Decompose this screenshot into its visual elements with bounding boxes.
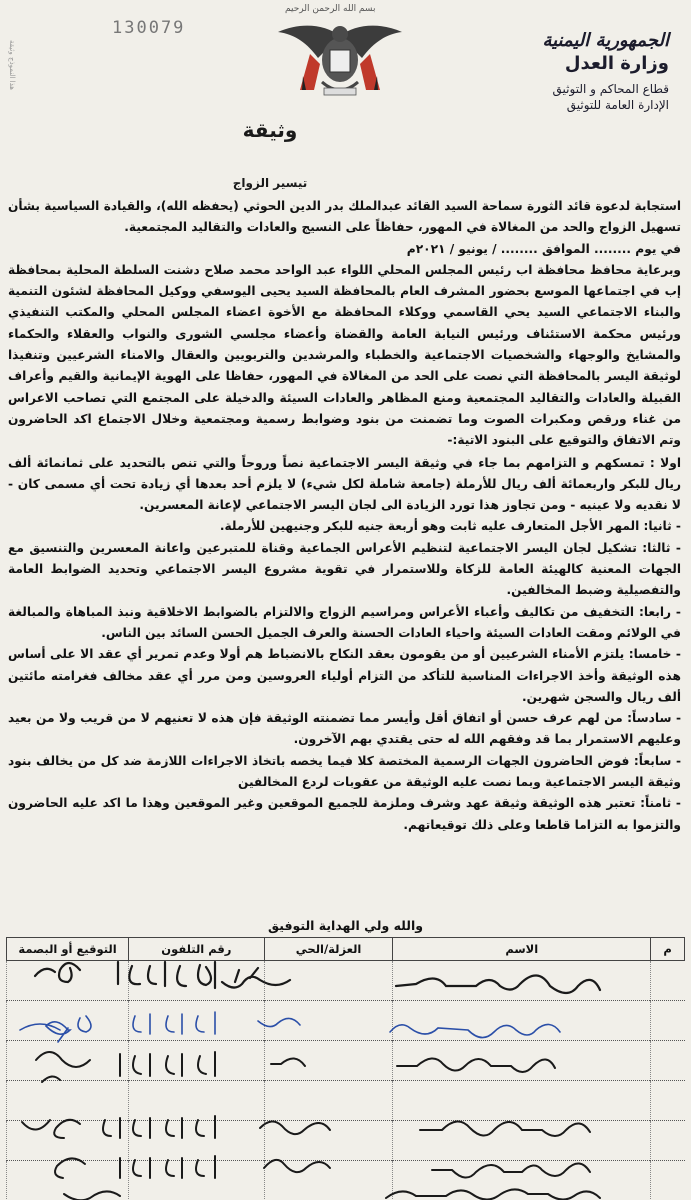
table-cell	[651, 1121, 685, 1161]
sector-name: قطاع المحاكم و التوثيق	[552, 82, 669, 96]
subject-title: تيسير الزواج	[232, 176, 308, 190]
column-header-number: م	[651, 938, 685, 961]
serial-number: 130079	[112, 18, 186, 38]
signature-section	[6, 918, 685, 1200]
margin-note: هذا النموذج وثيقة	[8, 40, 16, 90]
table-cell	[393, 1081, 651, 1121]
table-cell	[264, 1041, 393, 1081]
table-cell	[7, 1161, 129, 1200]
table-cell	[651, 1001, 685, 1041]
attendance-paragraph: وبرعاية محافظ محافظة اب رئيس المجلس المحلي اللواء عبد الواحد محمد صلاح دشنت السلطة المحلية بمحافظة إب في اجتماعها الموسع بحضور المشرف العام بالمحافظة السيد يحيى اليوسفي ووكيل المحافظة لشئون التنمية والبناء الاجتماعي السيد يحي القاسمي ووكلاء المحافظة مع الأخوة اعضاء المجلس المحلي والمكتب التنفيذي ورئيس محكمة الاستئناف ورئيس النيابة العامة والقضاة وأعضاء مجلسي الشورى والنواب والعقلاء والحكماء والمشايخ والوجهاء والشخصيات الاجتماعية والخطباء والمرشدين والتربويين والعقال والامناء الشرعيين وتنفيذا لوثيقة اليسر بالمحافظة التي نصت على الحد من المغالاة في المهور، حفاظا على الهوية الإيمانية والقيم وأعراف القبيلة والعادات والتقاليد المجتمعية ومنع المظاهر والعادات السيئة والدخيلة على المجتمع التي تصاحب الاعراس من غناء ورقص ومكبرات الصوت وما تضمنت من بنود وضوابط رسمية ومجتمعية وخلال الاجتماع اكد الحاضرون وتم الاتفاق والتوقيع على البنود الاتية:-	[8, 262, 681, 448]
date-line: في يوم ........ الموافق ........ / يونيو / ٢٠٢١م	[406, 241, 681, 256]
country-name: الجمهورية اليمنية	[542, 30, 669, 51]
table-cell	[393, 1001, 651, 1041]
table-cell	[7, 1041, 129, 1081]
table-cell	[651, 1161, 685, 1200]
table-cell	[393, 1121, 651, 1161]
clause-3: - ثالثا: تشكيل لجان اليسر الاجتماعية لتنظيم الأعراس الجماعية وقناة للمتبرعين واعانة المعسرين والتنسيق مع الجهات المعنية كالهيئة العامة للزكاة وللاستمرار في تقوية مشروع اليسر الاجتماعي وتحديد الضوابط العامة والتفصيلية وضبط المخالفين.	[8, 540, 681, 598]
table-row	[7, 1161, 685, 1200]
table-cell	[651, 1081, 685, 1121]
column-header-name: الاسم	[393, 938, 651, 961]
clause-4: - رابعا: التخفيف من تكاليف وأعباء الأعراس ومراسيم الزواج والالتزام بالضوابط الاخلاقية ونبذ المباهاة والمبالغة في الولائم ومقت العادات السيئة واحياء العادات الحسنة والعرف الجميل الحسن السائد بين الناس.	[8, 604, 681, 640]
letterhead	[542, 30, 669, 112]
ministry-name: وزارة العدل	[564, 53, 669, 74]
clause-1: اولا : تمسكهم و التزامهم بما جاء في وثيقة اليسر الاجتماعية نصاً وروحاً والتي تنص بالتحديد على ثمانمائة ألف ريال للبكر واربعمائة ألف ريال للأرملة (جامعة شاملة لكل شيء) لا يلزم أحد بعدها أي زيادة تحت أي مسمى كان - لا نقديه ولا عينيه - ومن تجاوز هذا تورد الزيادة الى لجان اليسر الاجتماعي لإعانة المعسرين.	[8, 455, 681, 513]
table-cell	[393, 1041, 651, 1081]
clause-5: - خامسا: يلتزم الأمناء الشرعيين أو من يقومون بعقد النكاح بالانضباط هم أولا وعدم تمرير أي عقد الا على أساس هذه الوثيقة وأخذ الاجراءات المناسبة للتأكد من التزام أولياء العروسين ومن مرر أي عقد مخالف فغرامته مائتين ألف ريال والسجن شهرين.	[8, 647, 681, 704]
table-cell	[264, 961, 393, 1001]
table-cell	[7, 1121, 129, 1161]
table-row	[7, 1121, 685, 1161]
table-cell	[393, 1161, 651, 1200]
document-body	[8, 196, 681, 836]
table-row	[7, 1041, 685, 1081]
closing-line: والله ولي الهداية التوفيق	[267, 918, 424, 933]
document-title: وثيقة	[242, 118, 298, 142]
clause-8: - ثامناً: تعتبر هذه الوثيقة وثيقة عهد وشرف وملزمة للجميع الموقعين وغير الموقعين وهذا ما اكد عليه الحاضرون والتزموا به التزاما قاطعا وعلى ذلك توقيعاتهم.	[8, 796, 681, 832]
table-cell	[129, 1001, 265, 1041]
table-cell	[393, 961, 651, 1001]
clause-6: - سادساً: من لهم عرف حسن أو اتفاق أقل وأيسر مما تضمنته الوثيقة فإن هذه لا تعنيهم لا من قريب ولا من بعيد وعليهم الاستمرار بما قد وفقهم الله له حتى يقتدي بهم الآخرون.	[8, 711, 681, 747]
republic-emblem-icon	[270, 14, 410, 106]
table-cell	[129, 1041, 265, 1081]
table-cell	[7, 1081, 129, 1121]
column-header-area: العزلة/الحي	[264, 938, 393, 961]
clause-7: - سابعاً: فوض الحاضرون الجهات الرسمية المختصة كلا فيما يخصه باتخاذ الاجراءات اللازمة ضد كل من يخالف بنود وثيقة اليسر الاجتماعية وبما نصت عليه الوثيقة من عقوبات لردع المخالفين	[8, 753, 681, 790]
table-row	[7, 1001, 685, 1041]
table-cell	[7, 1001, 129, 1041]
table-row	[7, 961, 685, 1001]
table-cell	[129, 1161, 265, 1200]
column-header-phone: رقم التلفون	[129, 938, 265, 961]
table-row	[7, 1081, 685, 1121]
table-cell	[7, 961, 129, 1001]
column-header-signature: التوقيع أو البصمة	[7, 938, 129, 961]
intro-paragraph: استجابة لدعوة قائد الثورة سماحة السيد القائد عبدالملك بدر الدين الحوثي (يحفظه الله)، والقيادة السياسية بشأن تسهيل الزواج والحد من المغالاة في المهور، حفاظاً على النسيج والعادات والتقاليد المجتمعية.	[8, 199, 681, 235]
table-cell	[129, 1121, 265, 1161]
table-cell	[129, 961, 265, 1001]
signatures-table	[6, 937, 685, 1200]
table-cell	[264, 1081, 393, 1121]
clause-2: - ثانيا: المهر الأجل المتعارف عليه ثابت وهو أربعة جنيه للبكر وجنيهين للأرملة.	[219, 519, 681, 534]
table-cell	[129, 1081, 265, 1121]
table-cell	[651, 1041, 685, 1081]
table-cell	[264, 1161, 393, 1200]
table-cell	[264, 1121, 393, 1161]
table-cell	[264, 1001, 393, 1041]
table-cell	[651, 961, 685, 1001]
basmala: بسم الله الرحمن الرحيم	[285, 4, 376, 14]
table-header-row	[7, 938, 685, 961]
department-name: الإدارة العامة للتوثيق	[566, 98, 669, 112]
